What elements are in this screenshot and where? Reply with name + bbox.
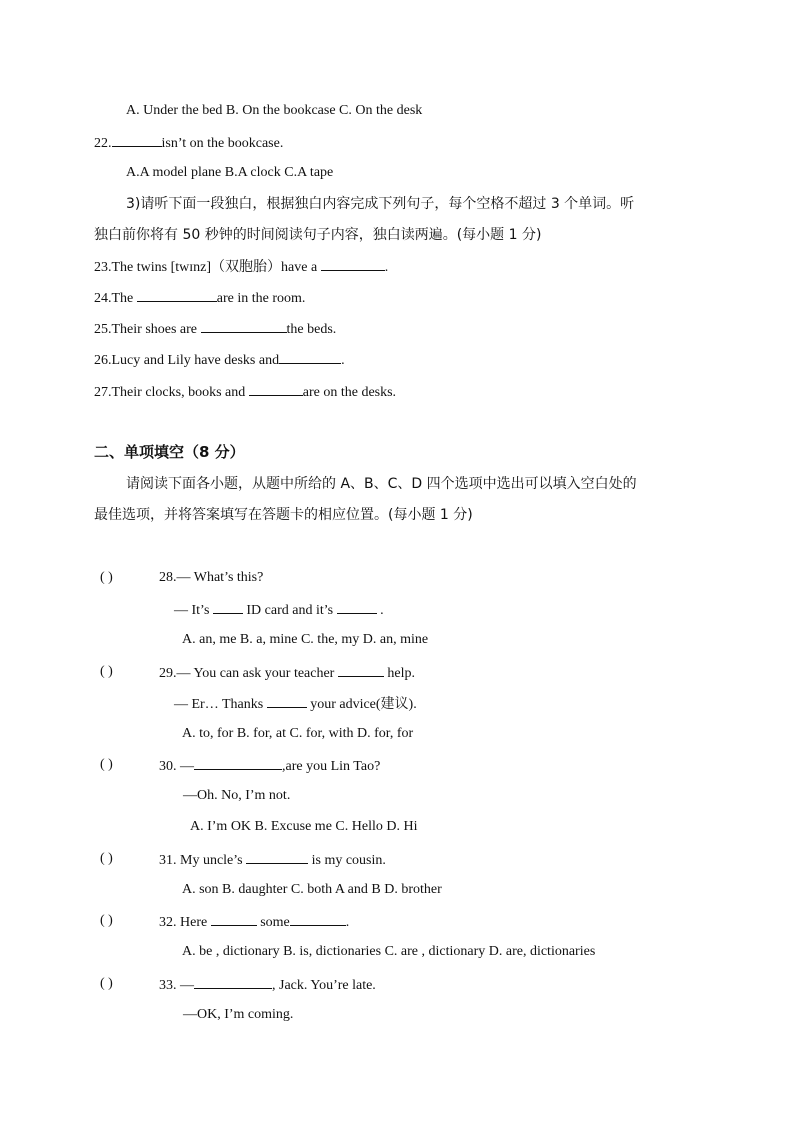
q28-stem: 28.— What’s this? [159,570,264,585]
q31-options: A. son B. daughter C. both A and B D. brother [182,882,442,897]
answer-blank[interactable] [201,318,287,333]
q30-options: A. I’m OK B. Excuse me C. Hello D. Hi [190,819,418,834]
answer-blank[interactable] [290,911,346,926]
q23: 23.The twins [twɪnz]（双胞胎）have a . [94,256,388,278]
q32-stem: 32. Here some . [159,911,349,933]
q25: 25.Their shoes are the beds. [94,318,336,340]
answer-blank[interactable] [337,599,377,614]
answer-paren[interactable]: ( ) [100,851,113,866]
q33-line2: —OK, I’m coming. [183,1007,294,1022]
answer-blank[interactable] [246,849,308,864]
q29-stem: 29.— You can ask your teacher help. [159,662,415,684]
answer-blank[interactable] [267,693,307,708]
answer-paren[interactable]: ( ) [100,570,113,585]
answer-blank[interactable] [321,256,385,271]
answer-blank[interactable] [338,662,384,677]
answer-paren[interactable]: ( ) [100,757,113,772]
answer-paren[interactable]: ( ) [100,913,113,928]
section3-instruction-line2: 独白前你将有 50 秒钟的时间阅读句子内容，独白读两遍。(每小题 1 分) [94,227,542,243]
section2-title: 二、单项填空（8 分） [94,443,245,461]
answer-blank[interactable] [213,599,243,614]
answer-blank[interactable] [279,349,341,364]
q22-stem: 22. isn’t on the bookcase. [94,132,283,154]
answer-blank[interactable] [194,755,282,770]
q30-line2: —Oh. No, I’m not. [183,788,291,803]
answer-blank[interactable] [112,132,162,147]
q29-options: A. to, for B. for, at C. for, with D. for, for [182,726,414,741]
answer-blank[interactable] [137,287,217,302]
q24: 24.The are in the room. [94,287,305,309]
q32-options: A. be , dictionary B. is, dictionaries C. are , dictionary D. are, dictionaries [182,944,596,959]
section2-instruction-line1: 请阅读下面各小题，从题中所给的 A、B、C、D 四个选项中选出可以填入空白处的 [126,476,637,492]
section3-instruction-line1: 3)请听下面一段独白，根据独白内容完成下列句子，每个空格不超过 3 个单词。听 [126,196,635,212]
q22-options: A.A model plane B.A clock C.A tape [126,165,334,180]
section2-instruction-line2: 最佳选项，并将答案填写在答题卡的相应位置。(每小题 1 分) [94,507,473,523]
answer-blank[interactable] [194,974,272,989]
q31-stem: 31. My uncle’s is my cousin. [159,849,386,871]
q30-stem: 30. — ,are you Lin Tao? [159,755,380,777]
q27: 27.Their clocks, books and are on the desks. [94,381,396,403]
q28-line2: — It’s ID card and it’s . [174,599,384,621]
q29-line2: — Er… Thanks your advice(建议). [174,693,417,715]
q26: 26.Lucy and Lily have desks and . [94,349,345,371]
answer-paren[interactable]: ( ) [100,976,113,991]
answer-paren[interactable]: ( ) [100,664,113,679]
answer-blank[interactable] [211,911,257,926]
answer-blank[interactable] [249,381,303,396]
q21-options: A. Under the bed B. On the bookcase C. On the desk [126,103,423,118]
q28-options: A. an, me B. a, mine C. the, my D. an, mine [182,632,429,647]
q33-stem: 33. — , Jack. You’re late. [159,974,376,996]
